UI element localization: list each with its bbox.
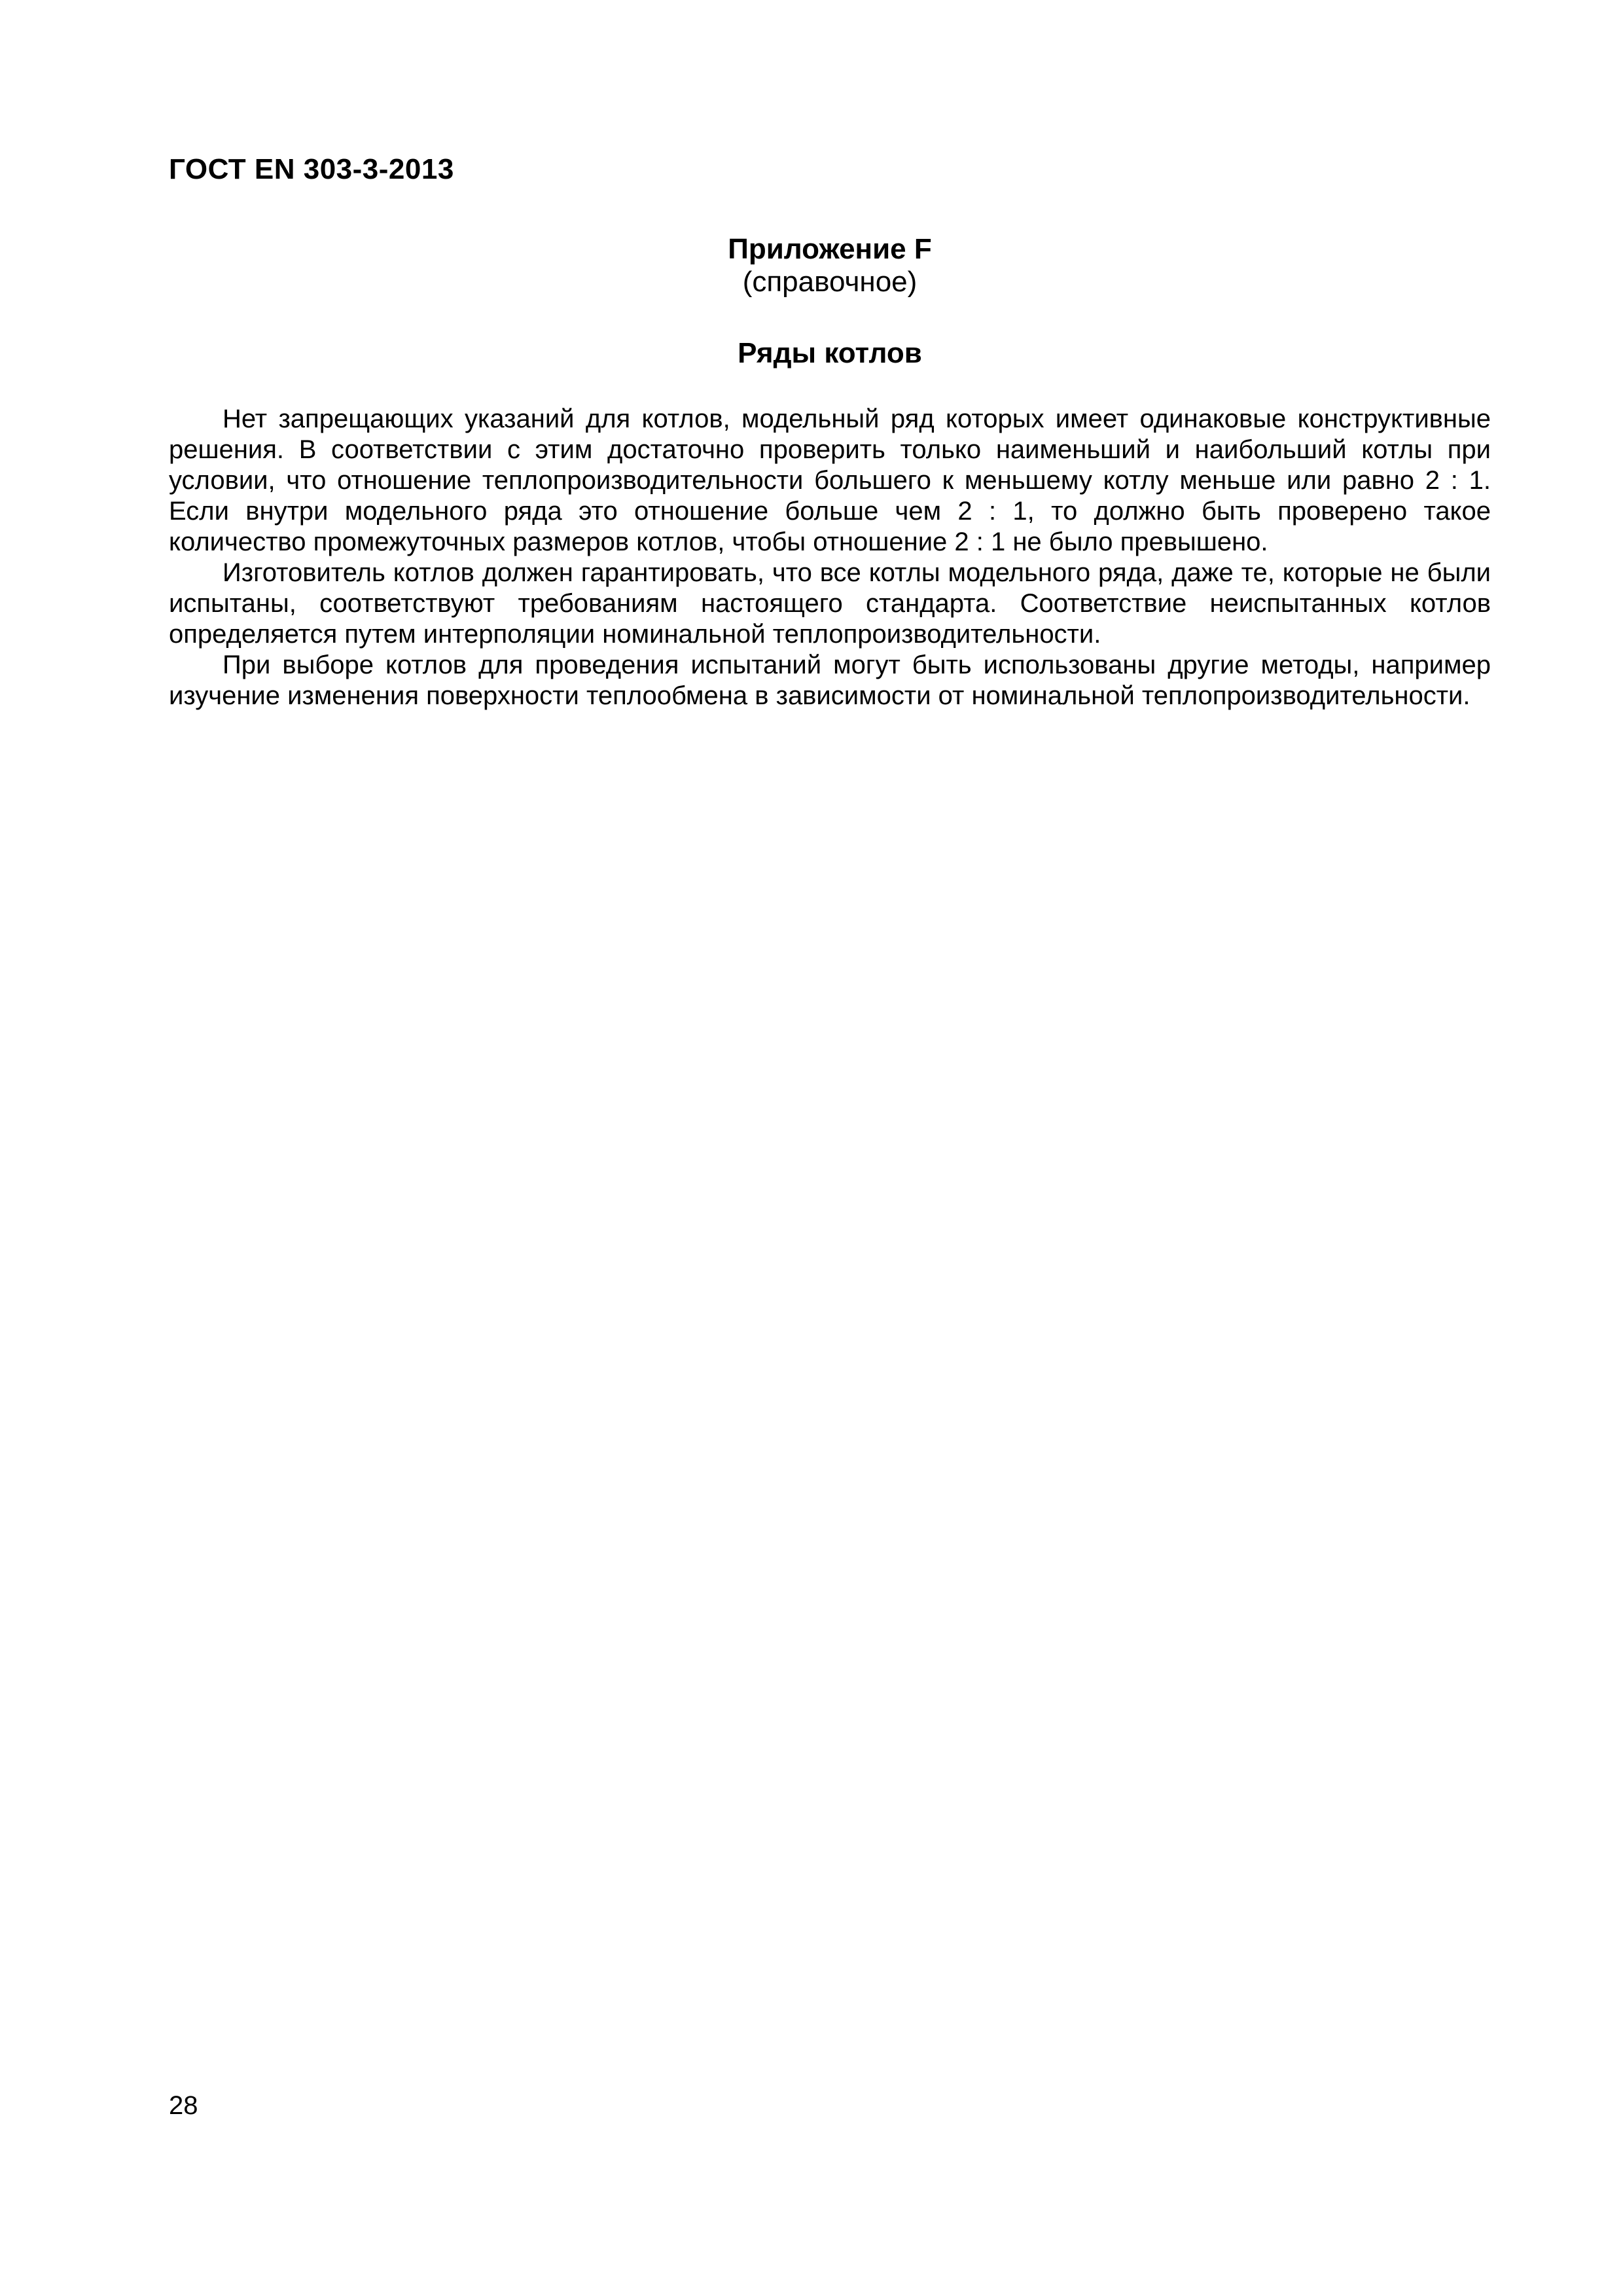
document-code-header: ГОСТ EN 303-3-2013 bbox=[169, 153, 454, 185]
paragraph: Нет запрещающих указаний для котлов, модельный ряд которых имеет одинаковые конструктивные решения. В соответствии с этим достаточно проверить только наименьший и наибольший котлы при условии, что отношение теплопроизводительности большего к меньшему котлу меньше или равно 2 : 1. Если внутри модельного ряда это отношение больше чем 2 : 1, то должно быть проверено такое количество промежуточных размеров котлов, чтобы отношение 2 : 1 не было превышено. bbox=[169, 404, 1491, 556]
body-text bbox=[169, 404, 1491, 711]
page-number: 28 bbox=[169, 2091, 198, 2120]
paragraph: Изготовитель котлов должен гарантировать, что все котлы модельного ряда, даже те, которые не были испытаны, соответствуют требованиям настоящего стандарта. Соответствие неиспытанных котлов определяется путем интерполяции номинальной теплопроизводительности. bbox=[169, 558, 1491, 649]
annex-title: Приложение F bbox=[728, 233, 932, 265]
section-title: Ряды котлов bbox=[738, 337, 922, 369]
paragraph: При выборе котлов для проведения испытаний могут быть использованы другие методы, например изучение изменения поверхности теплообмена в зависимости от номинальной теплопроизводительности. bbox=[169, 651, 1491, 710]
annex-type-label: (справочное) bbox=[742, 266, 918, 298]
